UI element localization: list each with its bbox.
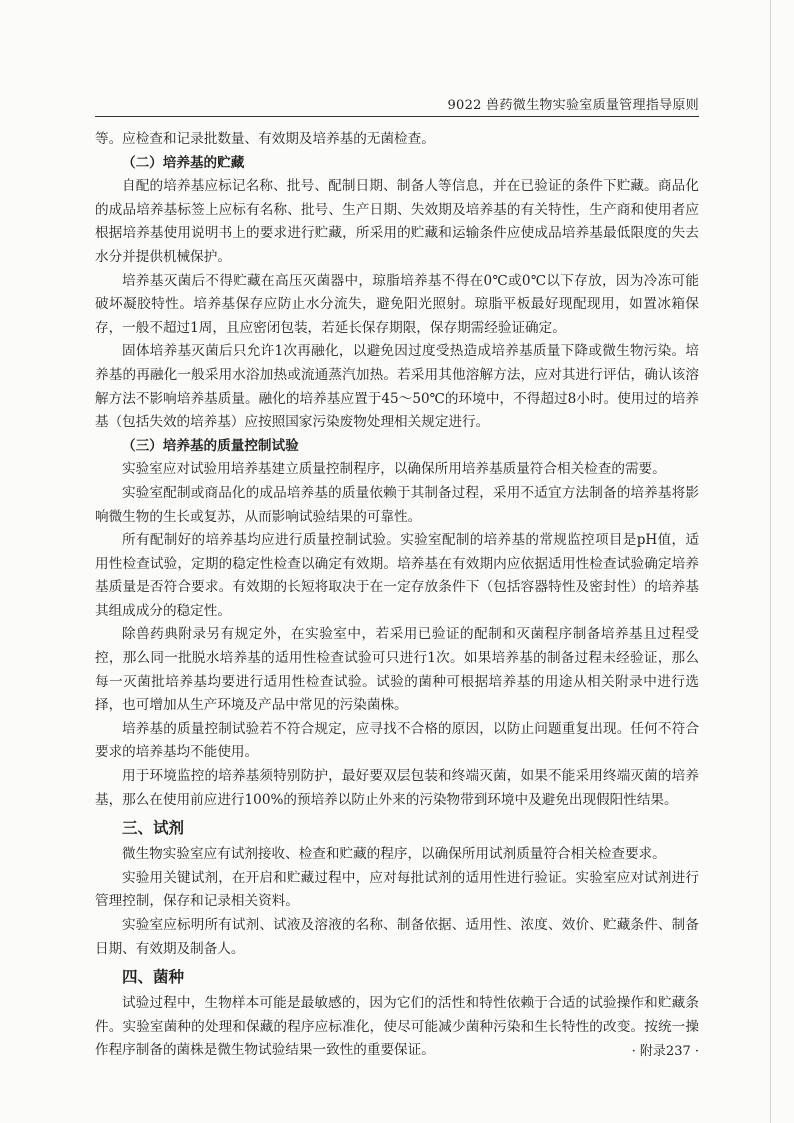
subheading-media-quality-control: （三）培养基的质量控制试验	[122, 437, 299, 454]
paragraph: 培养基灭菌后不得贮藏在高压灭菌器中，琼脂培养基不得在0℃或0℃以下存放，因为冷冻可能破坏凝胶特性。培养基保存应防止水分流失，避免阳光照射。琼脂平板最好现配现用，如置冰箱保存，一般不超过1周，且应密闭包装，若延长保存期限，保存期需经验证确定。	[95, 272, 699, 336]
page-edge-line	[770, 0, 771, 1123]
main-content	[95, 128, 699, 1063]
page-number: · 附录237 ·	[631, 1044, 699, 1059]
paragraph: 自配的培养基应标记名称、批号、配制日期、制备人等信息，并在已验证的条件下贮藏。商品化的成品培养基标签上应标有名称、批号、生产日期、失效期及培养基的有关特性，生产商和使用者应根据培养基使用说明书上的要求进行贮藏，所采用的贮藏和运输条件应使成品培养基最低限度的失去水分并提供机械保护。	[95, 178, 699, 265]
paragraph: 培养基的质量控制试验若不符合规定，应寻找不合格的原因，以防止问题重复出现。任何不符合要求的培养基均不能使用。	[95, 720, 699, 761]
paragraph: 所有配制好的培养基均应进行质量控制试验。实验室配制的培养基的常规监控项目是pH值，适用性检查试验，定期的稳定性检查以确定有效期。培养基在有效期内应依据适用性检查试验确定培养基质量是否符合要求。有效期的长短将取决于在一定存放条件下（包括容器特性及密封性）的培养基其组成成分的稳定性。	[95, 532, 699, 619]
subheading-media-storage: （二）培养基的贮藏	[122, 154, 245, 171]
continuation-paragraph: 等。应检查和记录批数量、有效期及培养基的无菌检查。	[95, 131, 435, 147]
running-header: 9022 兽药微生物实验室质量管理指导原则	[447, 98, 699, 113]
header-rule	[95, 116, 699, 117]
paragraph: 试验过程中，生物样本可能是最敏感的，因为它们的活性和特性依赖于合适的试验操作和贮藏条件。实验室菌种的处理和保藏的程序应标准化，使尽可能减少菌种污染和生长特性的改变。按统一操作程序制备的菌株是微生物试验结果一致性的重要保证。	[95, 995, 699, 1059]
paragraph: 用于环境监控的培养基须特别防护，最好要双层包装和终端灭菌，如果不能采用终端灭菌的培养基，那么在使用前应进行100%的预培养以防止外来的污染物带到环境中及避免出现假阳性结果。	[95, 768, 699, 808]
paragraph: 实验室应对试验用培养基建立质量控制程序，以确保所用培养基质量符合相关检查的需要。	[122, 461, 666, 478]
paragraph: 微生物实验室应有试剂接收、检查和贮藏的程序，以确保所用试剂质量符合相关检查要求。	[122, 846, 666, 863]
paragraph: 实验室应标明所有试剂、试液及溶液的名称、制备依据、适用性、浓度、效价、贮藏条件、制备日期、有效期及制备人。	[95, 917, 699, 957]
paragraph: 实验室配制或商品化的成品培养基的质量依赖于其制备过程，采用不适宜方法制备的培养基将影响微生物的生长或复苏，从而影响试验结果的可靠性。	[95, 484, 699, 525]
section-heading-reagents: 三、试剂	[122, 818, 185, 838]
paragraph: 实验用关键试剂，在开启和贮藏过程中，应对每批试剂的适用性进行验证。实验室应对试剂进行管理控制，保存和记录相关资料。	[95, 869, 699, 910]
section-heading-strains: 四、菌种	[122, 967, 185, 987]
paragraph: 固体培养基灭菌后只允许1次再融化，以避免因过度受热造成培养基质量下降或微生物污染。培养基的再融化一般采用水浴加热或流通蒸汽加热。若采用其他溶解方法，应对其进行评估，确认该溶解方法不影响培养基质量。融化的培养基应置于45～50℃的环境中，不得超过8小时。使用过的培养基（包括失效的培养基）应按照国家污染废物处理相关规定进行。	[95, 343, 699, 431]
paragraph: 除兽药典附录另有规定外，在实验室中，若采用已验证的配制和灭菌程序制备培养基且过程受控，那么同一批脱水培养基的适用性检查试验可只进行1次。如果培养基的制备过程未经验证，那么每一灭菌批培养基均要进行适用性检查试验。试验的菌种可根据培养基的用途从相关附录中进行选择，也可增加从生产环境及产品中常见的污染菌株。	[95, 626, 699, 714]
